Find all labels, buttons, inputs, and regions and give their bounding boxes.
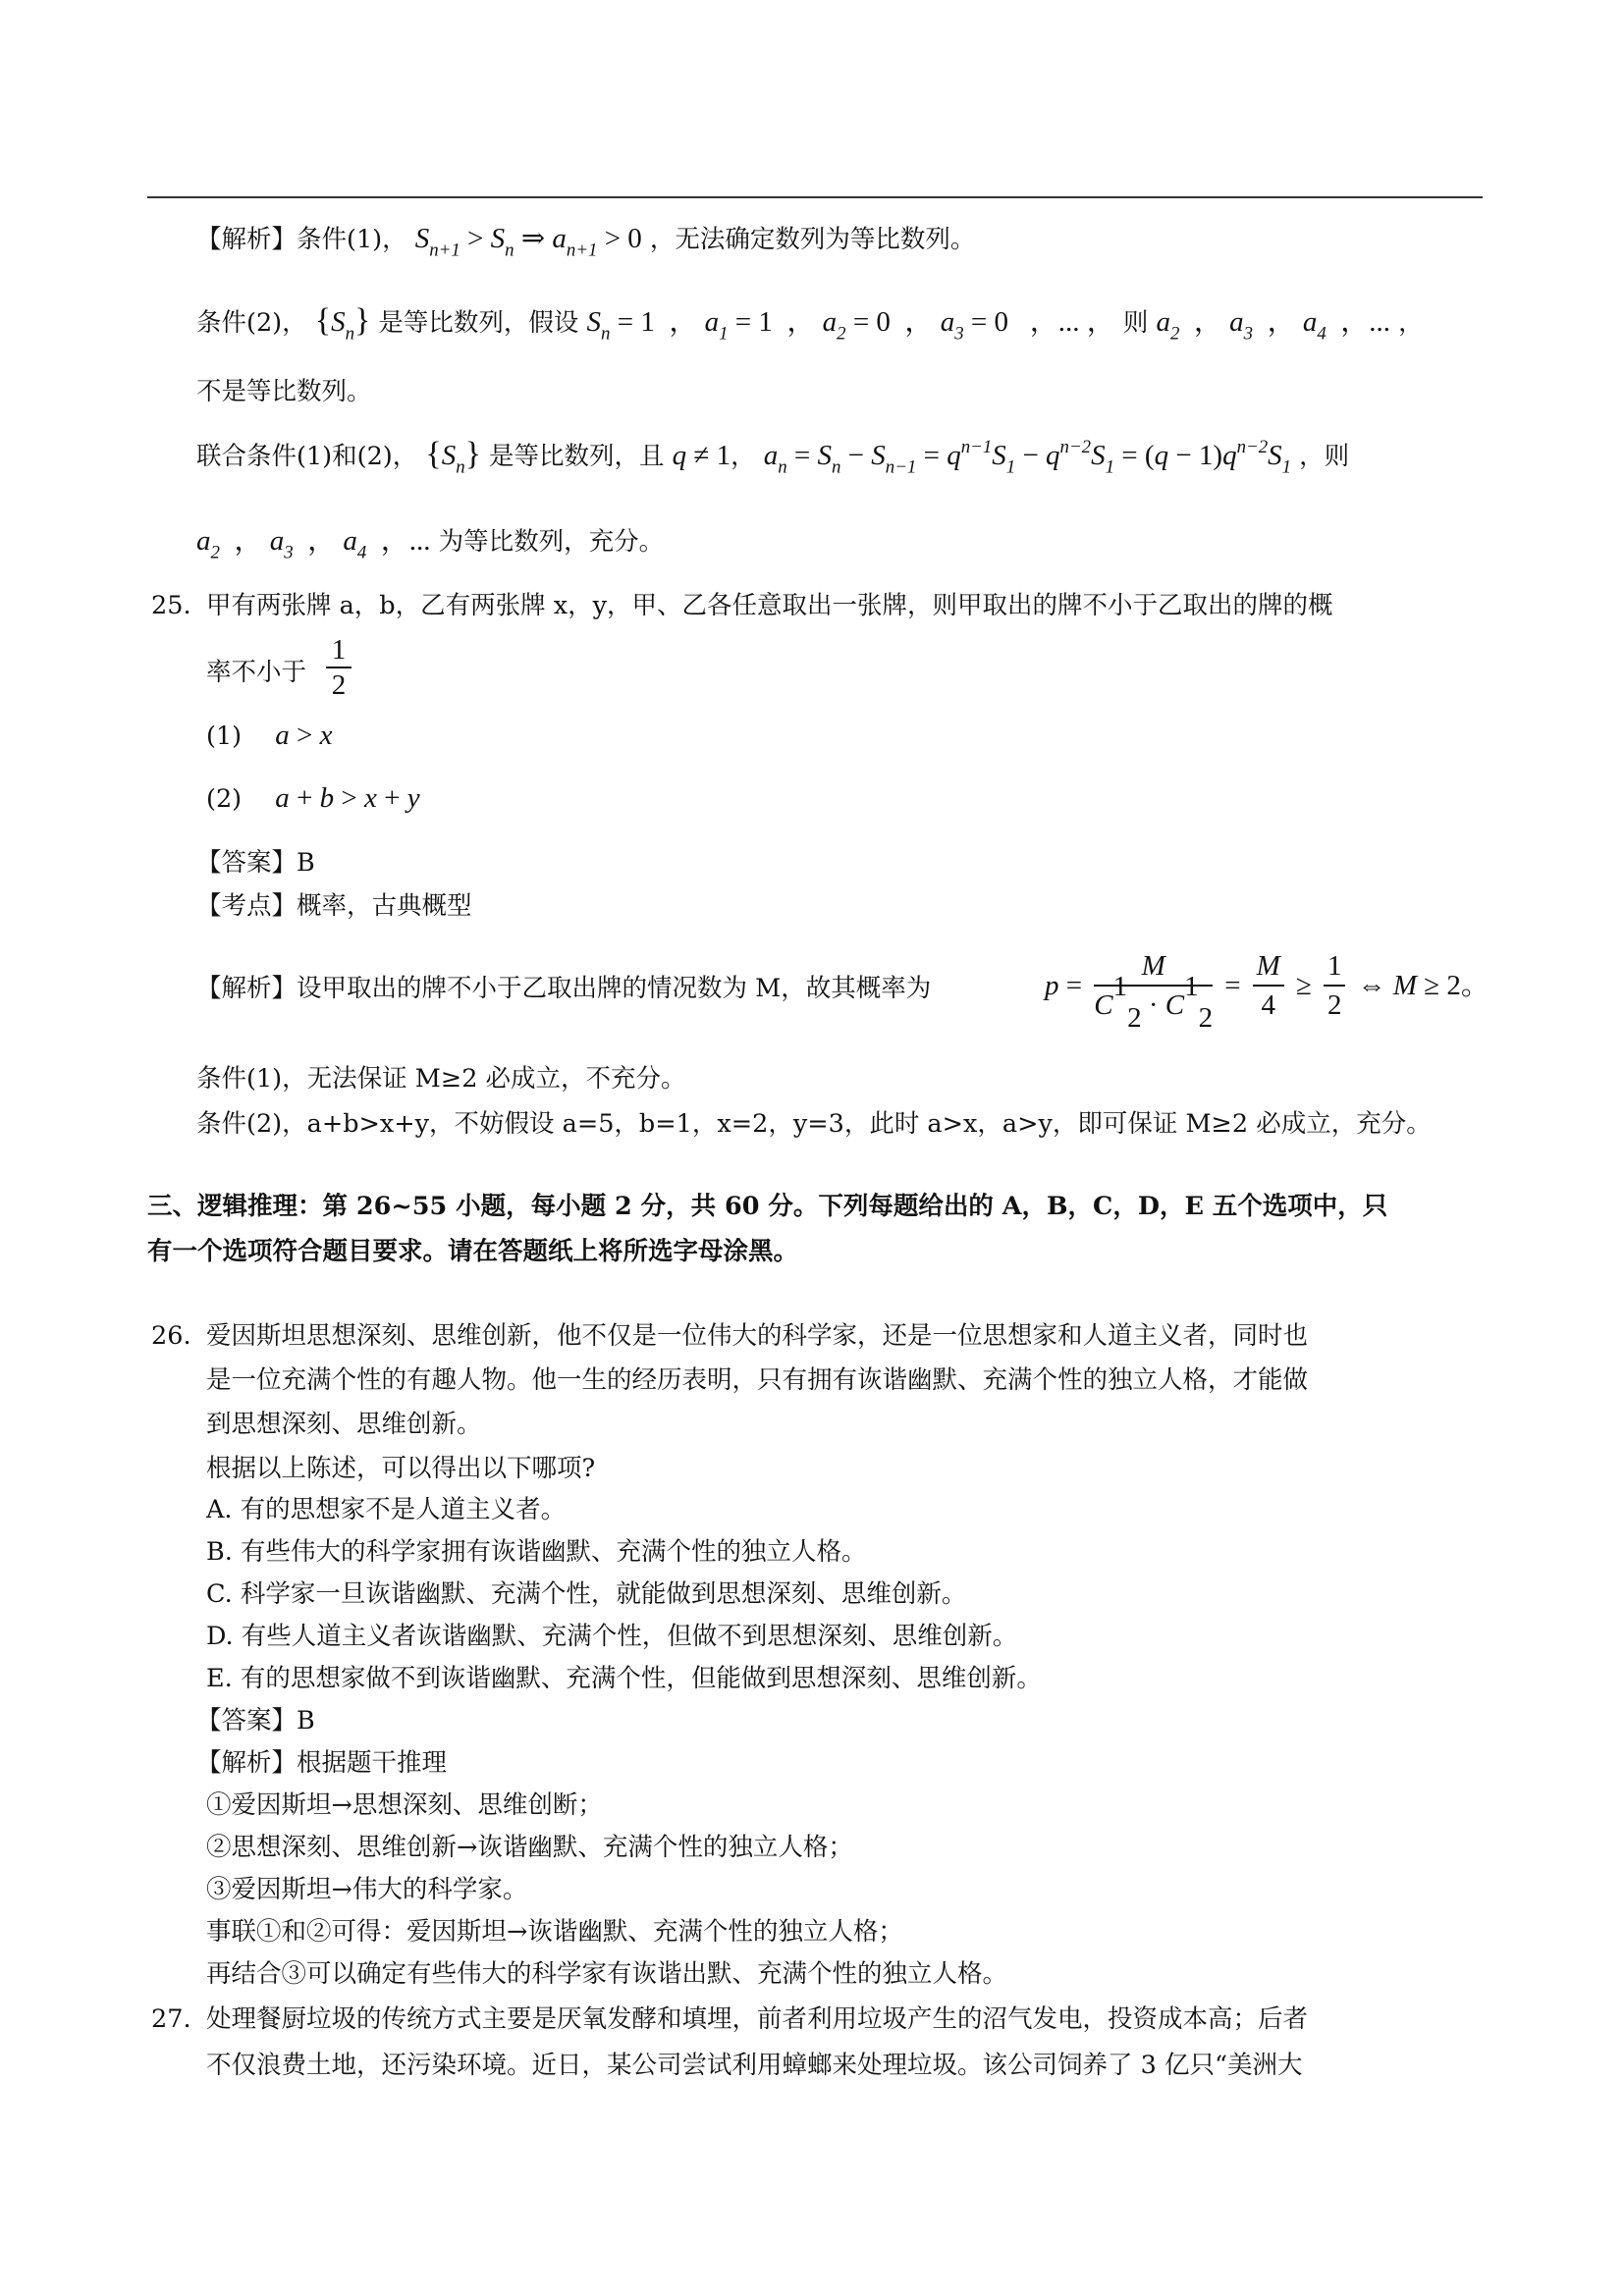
option-d: D. 有些人道主义者诙谐幽默、充满个性，但做不到思想深刻、思维创新。: [206, 1622, 1018, 1651]
analysis-25: 【解析】设甲取出的牌不小于乙取出牌的情况数为 M，故其概率为: [196, 974, 932, 1003]
condition-2: (2) a + b > x + y: [206, 782, 420, 814]
math-expression: $a_2$ ， $a_3$ ， $a_4$ ，...: [196, 525, 431, 563]
analysis-26-4: ③爱因斯坦→伟大的科学家。: [206, 1875, 528, 1904]
analysis-text: 是等比数列，假设: [378, 308, 579, 338]
analysis-line-2: 条件(2)， $\{S_n\}$ 是等比数列，假设 $S_n = 1$ ， $a_1 = 1$ ， $a_2 = 0$ ， $a_3 = 0$ ，... ， 则 $a_2$ ， $a_3$ ， $a_4$ ，... ，: [196, 302, 1424, 345]
analysis-26-5: 事联①和②可得：爱因斯坦→诙谐幽默、充满个性的独立人格；: [206, 1917, 903, 1947]
analysis-26-6: 再结合③可以确定有些伟大的科学家有诙谐出默、充满个性的独立人格。: [206, 1959, 1008, 1989]
section-heading-line-2: 有一个选项符合题目要求。请在答题纸上将所选字母涂黑。: [147, 1237, 799, 1266]
analysis-25-cond-2: 条件(2)，a+b>x+y，不妨假设 a=5，b=1，x=2，y=3，此时 a>x，a>y，即可保证 M≥2 必成立，充分。: [196, 1109, 1432, 1139]
fraction-half: 1 2: [324, 633, 353, 702]
analysis-line-1: [196, 222, 976, 261]
analysis-26-1: 【解析】根据题干推理: [196, 1748, 448, 1778]
option-b: B. 有些伟大的科学家拥有诙谐幽默、充满个性的独立人格。: [206, 1537, 867, 1567]
option-c: C. 科学家一旦诙谐幽默、充满个性，就能做到思想深刻、思维创新。: [206, 1579, 967, 1609]
analysis-26-3: ②思想深刻、思维创新→诙谐幽默、充满个性的独立人格；: [206, 1833, 853, 1862]
math-expression: $S_{n+1} > S_n$ ⇒ $a_{n+1} > 0$: [414, 223, 642, 261]
analysis-25-cond-1: 条件(1)，无法保证 M≥2 必成立，不充分。: [196, 1064, 686, 1094]
math-expression: $a_n = S_n - S_{n-1} = q^{n-1}S_1 - q^{n-2}S_1 = (q - 1)q^{n-2}S_1$: [763, 436, 1292, 478]
question-26-stem-3: 到思想深刻、思维创新。: [206, 1410, 482, 1439]
answer-26: 【答案】B: [196, 1706, 315, 1735]
question-26-prompt: 根据以上陈述，可以得出以下哪项?: [206, 1454, 596, 1483]
question-number-27: 27.: [151, 2004, 191, 2034]
answer-25: 【答案】B: [196, 848, 315, 878]
option-e: E. 有的思想家做不到诙谐幽默、充满个性，但能做到思想深刻、思维创新。: [206, 1664, 1042, 1693]
header-rule: [147, 196, 1483, 198]
math-expression: $a_2$ ， $a_3$ ， $a_4$ ，...: [1156, 306, 1391, 345]
math-expression: $S_n = 1$ ， $a_1 = 1$ ， $a_2 = 0$ ， $a_3 = 0$ ，... ，: [586, 306, 1115, 345]
question-27-stem-1: 处理餐厨垃圾的传统方式主要是厌氧发酵和填埋，前者利用垃圾产生的沼气发电，投资成本高；后者: [206, 2004, 1309, 2034]
question-number-25: 25.: [151, 591, 191, 620]
analysis-line-5: $a_2$ ， $a_3$ ， $a_4$ ，... 为等比数列，充分。: [196, 525, 665, 563]
analysis-line-3: 不是等比数列。: [196, 377, 372, 406]
analysis-line-4: 联合条件(1)和(2)， $\{S_n\}$ 是等比数列，且 q ≠ 1， $a_n = S_n - S_{n-1} = q^{n-1}S_1 - q^{n-2}S_1 = (q - 1)q^{n-2}S_1$ ，则: [196, 436, 1350, 478]
question-27-stem-2: 不仅浪费土地，还污染环境。近日，某公司尝试利用蟑螂来处理垃圾。该公司饲养了 3 亿只“美洲大: [206, 2051, 1303, 2080]
question-25-stem-2: 率不小于: [206, 658, 307, 687]
analysis-26-2: ①爱因斯坦→思想深刻、思维创断；: [206, 1790, 603, 1820]
question-26-stem-2: 是一位充满个性的有趣人物。他一生的经历表明，只有拥有诙谐幽默、充满个性的独立人格，才能做: [206, 1365, 1309, 1395]
analysis-text: 条件(2)，: [196, 308, 307, 338]
question-25-stem: 甲有两张牌 a，b，乙有两张牌 x，y，甲、乙各任意取出一张牌，则甲取出的牌不小于乙取出的牌的概: [206, 591, 1333, 620]
condition-1: (1) a > x: [206, 720, 333, 751]
question-number-26: 26.: [151, 1321, 191, 1351]
question-26-stem-1: 爱因斯坦思想深刻、思维创新，他不仅是一位伟大的科学家，还是一位思想家和人道主义者，同时也: [206, 1321, 1309, 1351]
analysis-label: 【解析】条件(1)，: [196, 225, 407, 254]
probability-formula: p = $\frac{M}{C^1_2 \cdot C^1_2}$ = $\frac{M}{4}$ ≥ $\frac{1}{2}$ ⇔ M ≥ 2。: [1045, 947, 1489, 1024]
section-heading-line-1: 三、逻辑推理：第 26~55 小题，每小题 2 分，共 60 分。下列每题给出的 A，B，C，D，E 五个选项中，只: [147, 1192, 1388, 1221]
topic-25: 【考点】概率，古典概型: [196, 891, 472, 921]
analysis-text: ，无法确定数列为等比数列。: [649, 225, 976, 254]
option-a: A. 有的思想家不是人道主义者。: [206, 1495, 567, 1524]
